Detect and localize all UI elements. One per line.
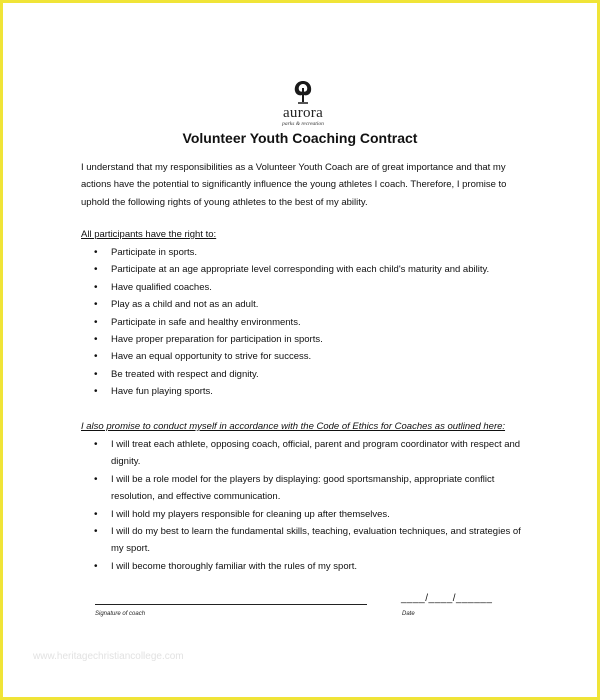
date-field[interactable]: ____/____/______ xyxy=(401,593,493,604)
bullet-icon: • xyxy=(94,386,98,398)
list-item-text: I will be a role model for the players by displaying: good sportsmanship, appropriate conflict resolution, and effective communication. xyxy=(111,473,495,503)
coach-signature-label: Signature of coach xyxy=(95,611,146,617)
list-item xyxy=(81,348,533,365)
list-item xyxy=(81,314,533,331)
logo-name: aurora xyxy=(282,105,324,121)
list-item xyxy=(81,471,533,506)
watermark: www.heritagechristiancollege.com xyxy=(33,651,184,662)
logo-tagline: parks & recreation xyxy=(282,121,324,127)
list-item-text: Participate in safe and healthy environments. xyxy=(111,316,301,328)
list-item-text: Have qualified coaches. xyxy=(111,281,212,293)
rights-heading: All participants have the right to: xyxy=(81,229,217,240)
list-item xyxy=(81,558,533,575)
bullet-icon: • xyxy=(94,316,98,328)
aurora-logo xyxy=(279,79,339,129)
bullet-icon: • xyxy=(94,264,98,276)
list-item xyxy=(81,506,533,523)
list-item xyxy=(81,331,533,348)
page-title: Volunteer Youth Coaching Contract xyxy=(182,130,418,146)
rights-list xyxy=(81,244,533,401)
bullet-icon: • xyxy=(94,508,98,520)
bullet-icon: • xyxy=(94,351,98,363)
list-item xyxy=(81,296,533,313)
list-item-text: I will hold my players responsible for cleaning up after themselves. xyxy=(111,508,390,520)
tree-icon xyxy=(291,79,315,105)
list-item xyxy=(81,383,533,400)
list-item xyxy=(81,279,533,296)
intro-paragraph: I understand that my responsibilities as a Volunteer Youth Coach are of great importance and that my actions have the potential to significantly influence the young athletes I coach. Therefore, I promise to uphold the following rights of young athletes to the best of my ability. xyxy=(81,162,507,208)
list-item-text: I will become thoroughly familiar with the rules of my sport. xyxy=(111,560,358,572)
bullet-icon: • xyxy=(94,334,98,346)
list-item-text: Participate at an age appropriate level corresponding with each child's maturity and ability. xyxy=(111,264,490,276)
list-item xyxy=(81,244,533,261)
list-item-text: Have proper preparation for participation in sports. xyxy=(111,334,323,346)
list-item-text: I will do my best to learn the fundamental skills, teaching, evaluation techniques, and strategies of my sport. xyxy=(111,526,521,555)
list-item-text: Play as a child and not as an adult. xyxy=(111,299,259,311)
bullet-icon: • xyxy=(94,247,98,258)
list-item-text: Have an equal opportunity to strive for success. xyxy=(111,351,312,363)
bullet-icon: • xyxy=(94,473,98,485)
bullet-icon: • xyxy=(94,281,98,293)
bullet-icon: • xyxy=(94,526,98,538)
coach-signature-line[interactable] xyxy=(95,604,367,605)
promises-list xyxy=(81,436,533,575)
list-item-text: Participate in sports. xyxy=(111,247,198,258)
list-item-text: Be treated with respect and dignity. xyxy=(111,368,259,380)
list-item-text: Have fun playing sports. xyxy=(111,386,213,398)
date-label: Date xyxy=(402,611,415,617)
contract-page xyxy=(3,3,597,697)
promises-heading: I also promise to conduct myself in accordance with the Code of Ethics for Coaches as outlined here: xyxy=(81,421,506,432)
list-item xyxy=(81,436,533,471)
list-item-text: I will treat each athlete, opposing coach, official, parent and program coordinator with respect and dignity. xyxy=(111,439,521,468)
bullet-icon: • xyxy=(94,560,98,572)
bullet-icon: • xyxy=(94,368,98,380)
list-item xyxy=(81,366,533,383)
bullet-icon: • xyxy=(94,299,98,311)
list-item xyxy=(81,261,533,278)
bullet-icon: • xyxy=(94,439,98,450)
list-item xyxy=(81,523,533,558)
